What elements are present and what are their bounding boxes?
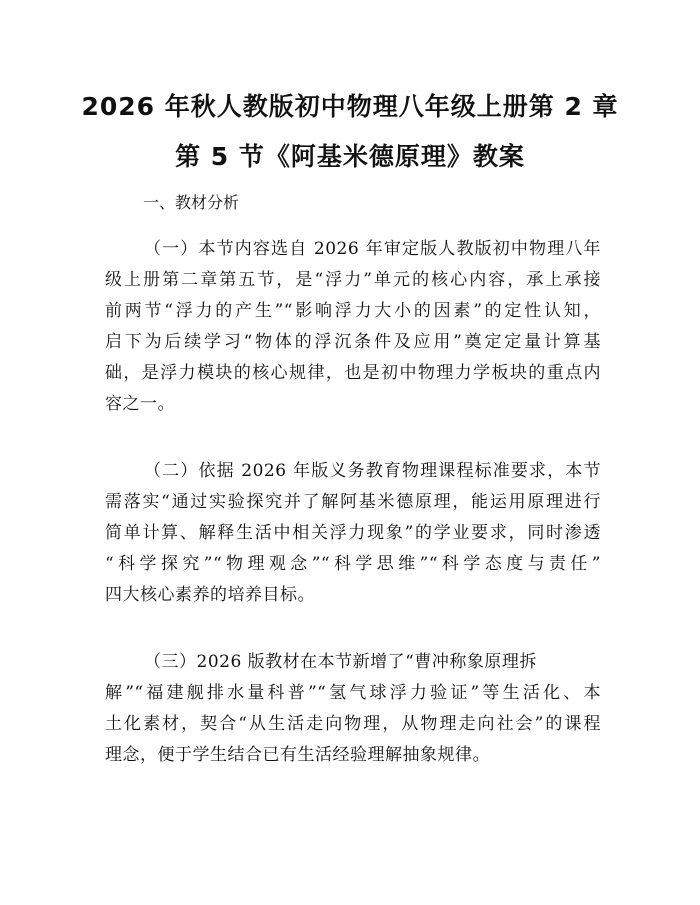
paragraph-line: 理念，便于学生结合已有生活经验理解抽象规律。 — [105, 745, 490, 765]
paragraph-line: 启下为后续学习“物体的浮沉条件及应用”奠定定量计算基 — [105, 332, 601, 352]
paragraph-line: 础，是浮力模块的核心规律，也是初中物理力学板块的重点内 — [105, 363, 601, 383]
paragraph-line: 容之一。 — [105, 394, 175, 414]
paragraph-line: “科学探究”“物理观念”“科学思维”“科学态度与责任” — [105, 554, 601, 574]
paragraph-line: 四大核心素养的培养目标。 — [105, 585, 315, 605]
paragraph-line: （一）本节内容选自 2026 年审定版人教版初中物理八年 — [144, 239, 601, 259]
section-heading: 一、教材分析 — [143, 193, 240, 212]
document-title-line-1: 2026 年秋人教版初中物理八年级上册第 2 章 — [81, 92, 619, 121]
paragraph-line: 土化素材，契合“从生活走向物理，从物理走向社会”的课程 — [105, 714, 601, 734]
paragraph-line: 简单计算、解释生活中相关浮力现象”的学业要求，同时渗透 — [105, 523, 601, 543]
paragraph-line: 前两节“浮力的产生”“影响浮力大小的因素”的定性认知， — [105, 301, 601, 321]
paragraph-line: 需落实“通过实验探究并了解阿基米德原理，能运用原理进行 — [105, 492, 601, 512]
paragraph-line: 级上册第二章第五节，是“浮力”单元的核心内容，承上承接 — [105, 270, 601, 290]
paragraph-line: 解”“福建舰排水量科普”“氢气球浮力验证”等生活化、本 — [105, 683, 601, 703]
paragraph-line: （二）依据 2026 年版义务教育物理课程标准要求，本节 — [144, 461, 601, 481]
paragraph-1 — [105, 234, 601, 420]
paragraph-2 — [105, 456, 601, 611]
paragraph-3 — [105, 647, 601, 771]
paragraph-line: （三）2026 版教材在本节新增了“曹冲称象原理拆 — [144, 652, 537, 672]
document-title-line-2: 第 5 节《阿基米德原理》教案 — [175, 142, 525, 171]
